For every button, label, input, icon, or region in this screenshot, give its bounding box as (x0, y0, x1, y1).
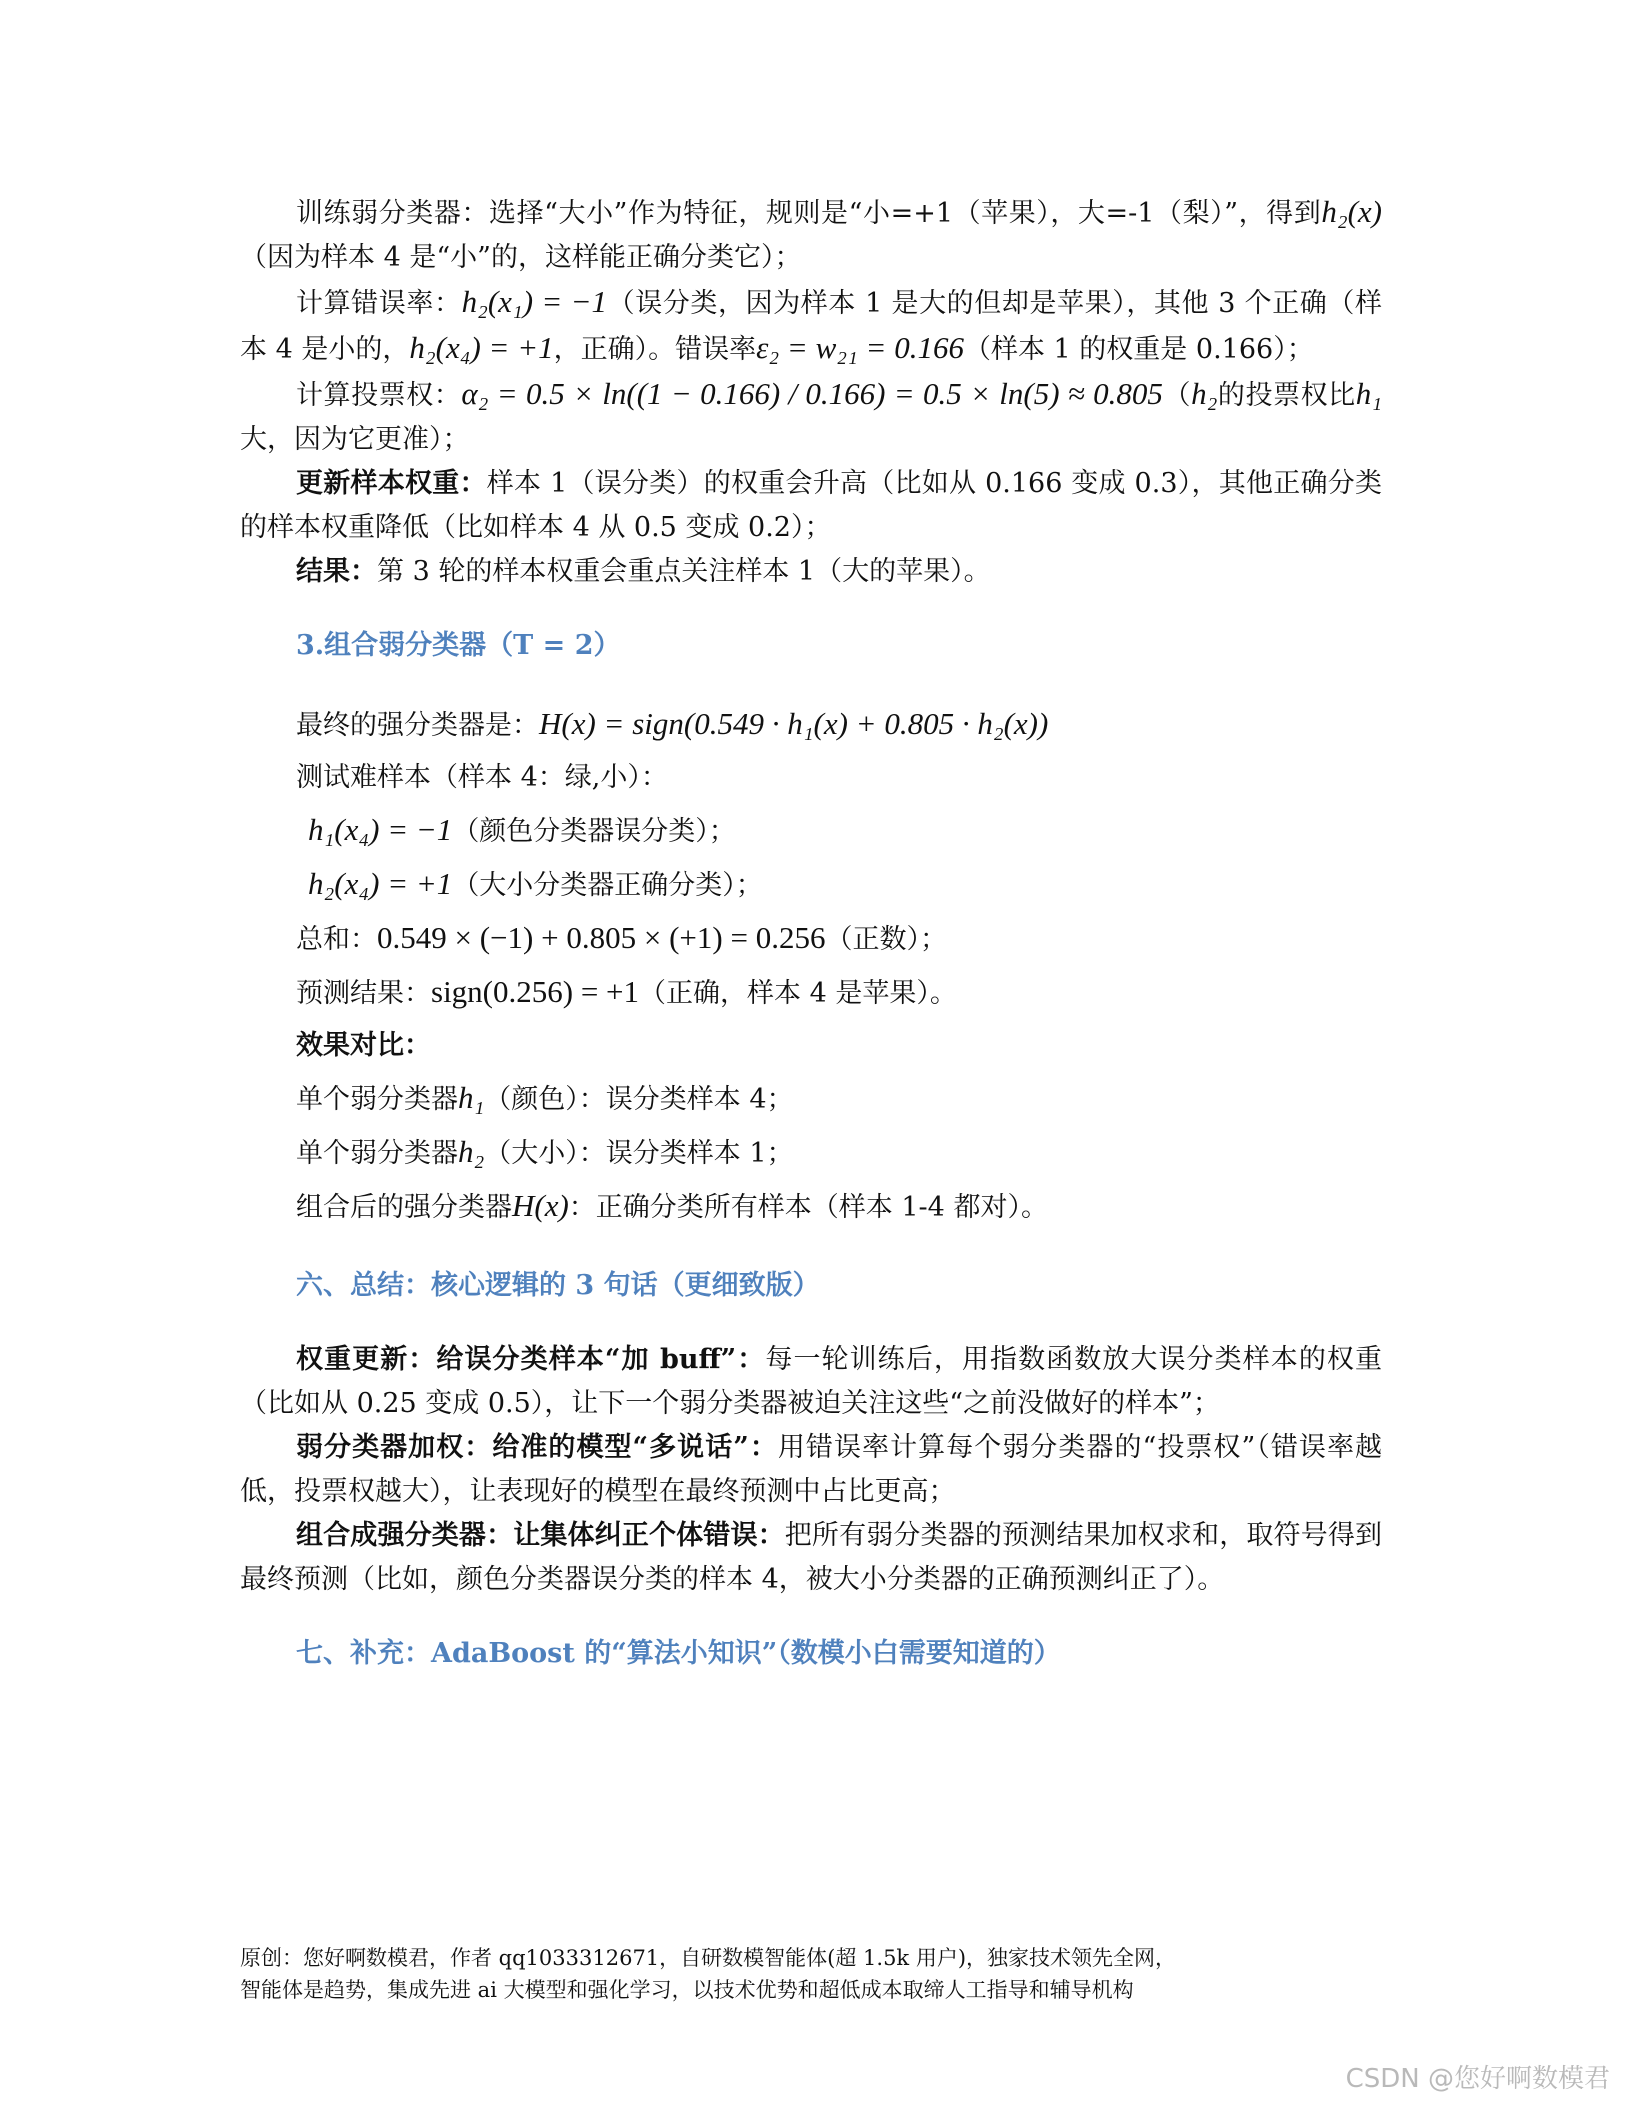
vote-text-open: （ (1162, 380, 1192, 411)
c2-label: 单个弱分类器 (296, 1138, 458, 1169)
formula-Hx: H(x) = sign(0.549 · h₁(x) + 0.805 · h₂(x)) (539, 706, 1049, 741)
c1-text: （颜色）：误分类样本 4； (484, 1084, 794, 1115)
line-compare-H (296, 1180, 1382, 1234)
summary-bold: 权重更新：给误分类样本“加 buff”： (296, 1344, 766, 1375)
error-text-3: （样本 1 的权重是 0.166）； (963, 334, 1314, 365)
summary-item (240, 1514, 1382, 1602)
pred-label: 预测结果： (296, 978, 431, 1009)
pred-text: （正确，样本 4 是苹果）。 (639, 978, 957, 1009)
line-h2x4 (308, 858, 1382, 912)
footer-note (240, 1942, 1176, 2006)
formula-c1-h1: h₁ (458, 1080, 485, 1115)
update-text: 样本 1（误分类）的权重会升高（比如从 0.166 变成 0.3），其他正确分类的样本权重降低（比如样本 4 从 0.5 变成 0.2）； (240, 468, 1382, 543)
summary-text: 用错误率计算每个弱分类器的“投票权”（错误率越低，投票权越大），让表现好的模型在最终预测中占比更高； (240, 1432, 1383, 1507)
formula-alpha2: α₂ = 0.5 × ln((1 − 0.166) / 0.166) = 0.5 × ln(5) ≈ 0.805 (461, 376, 1163, 411)
c3-label: 组合后的强分类器 (296, 1192, 512, 1223)
summary-bold: 组合成强分类器：让集体纠正个体错误： (296, 1520, 785, 1551)
result-bold: 结果： (296, 556, 377, 587)
paragraph-vote-weight (240, 372, 1382, 462)
line-h1x4 (308, 804, 1382, 858)
sum-text: （正数）； (825, 924, 947, 955)
c2-text: （大小）：误分类样本 1； (484, 1138, 794, 1169)
summary-item (240, 1426, 1382, 1514)
formula-sign: sign(0.256) = +1 (431, 974, 640, 1009)
formula-h2x1: h₂(x₁) = −1 (461, 284, 608, 319)
line-compare-title (296, 1020, 1382, 1072)
summary-text: 每一轮训练后，用指数函数放大误分类样本的权重（比如从 0.25 变成 0.5），让下一个弱分类器被迫关注这些“之前没做好的样本”； (240, 1344, 1382, 1419)
c1-label: 单个弱分类器 (296, 1084, 458, 1115)
document-body (240, 190, 1382, 1676)
heading-summary: 六、总结：核心逻辑的 3 句话（更细致版） (296, 1270, 820, 1301)
heading-supplement: 七、补充：AdaBoost 的“算法小知识”（数模小白需要知道的） (296, 1638, 1061, 1669)
h2x4-text: （大小分类器正确分类）； (452, 870, 763, 901)
vote-text-tail: 大，因为它更准）； (240, 424, 470, 455)
line-compare-h2 (296, 1126, 1382, 1180)
paragraph-result (240, 550, 1382, 594)
paragraph-train-weak-classifier (240, 190, 1382, 280)
vote-text: 的投票权比 (1217, 380, 1356, 411)
train-text-tail: （因为样本 4 是“小”的，这样能正确分类它）； (240, 242, 802, 273)
error-text: （误分类，因为样本 1 是大的但却是苹果），其他 3 个正确（样本 4 是小的， (240, 288, 1382, 365)
footer-line-1: 原创：您好啊数模君，作者 qq1033312671，自研数模智能体(超 1.5k 用户)，独家技术领先全网， (240, 1946, 1177, 1970)
result-text: 第 3 轮的样本权重会重点关注样本 1（大的苹果）。 (377, 556, 991, 587)
paragraph-error-rate (240, 280, 1382, 372)
strong-label: 最终的强分类器是： (296, 710, 539, 741)
line-strong-classifier (296, 698, 1382, 752)
formula-h1x4: h₁(x₄) = −1 (308, 812, 453, 847)
formula-sum: 0.549 × (−1) + 0.805 × (+1) = 0.256 (377, 920, 826, 955)
formula-h1: h₁ (1355, 376, 1382, 411)
compare-bold: 效果对比： (296, 1030, 431, 1061)
formula-c2-h2: h₂ (458, 1134, 485, 1169)
line-sum (296, 912, 1382, 966)
sum-label: 总和： (296, 924, 377, 955)
line-prediction (296, 966, 1382, 1020)
c3-text: ：正确分类所有样本（样本 1-4 都对）。 (568, 1192, 1048, 1223)
summary-bold: 弱分类器加权：给准的模型“多说话”： (296, 1432, 778, 1463)
update-bold: 更新样本权重： (296, 468, 487, 499)
formula-h2x: h₂(x) (1321, 194, 1382, 229)
paragraph-update-weights (240, 462, 1382, 550)
summary-item (240, 1338, 1382, 1426)
h1x4-text: （颜色分类器误分类）； (452, 816, 736, 847)
line-test-sample: 测试难样本（样本 4：绿,小）： (296, 762, 668, 793)
heading-combine-classifiers: 3.组合弱分类器（T = 2） (296, 630, 621, 661)
footer-line-2: 智能体是趋势，集成先进 ai 大模型和强化学习，以技术优势和超低成本取缔人工指导和辅导机构 (240, 1978, 1134, 2002)
formula-h2x4: h₂(x₄) = +1 (409, 330, 554, 365)
csdn-watermark: CSDN @您好啊数模君 (1345, 2064, 1610, 2094)
error-text-2: ，正确）。错误率 (553, 334, 757, 365)
formula-epsilon2: ε₂ = w₂₁ = 0.166 (756, 330, 964, 365)
vote-label: 计算投票权： (296, 380, 462, 411)
train-text: 训练弱分类器：选择“大小”作为特征，规则是“小=+1（苹果），大=-1（梨）”，得到 (296, 198, 1322, 229)
line-compare-h1 (296, 1072, 1382, 1126)
formula-c3-Hx: H(x) (512, 1188, 569, 1223)
formula-h2x4-b: h₂(x₄) = +1 (308, 866, 453, 901)
summary-text: 把所有弱分类器的预测结果加权求和，取符号得到最终预测（比如，颜色分类器误分类的样本 4，被大小分类器的正确预测纠正了）。 (240, 1520, 1383, 1595)
formula-h2: h₂ (1191, 376, 1218, 411)
error-label: 计算错误率： (296, 288, 462, 319)
